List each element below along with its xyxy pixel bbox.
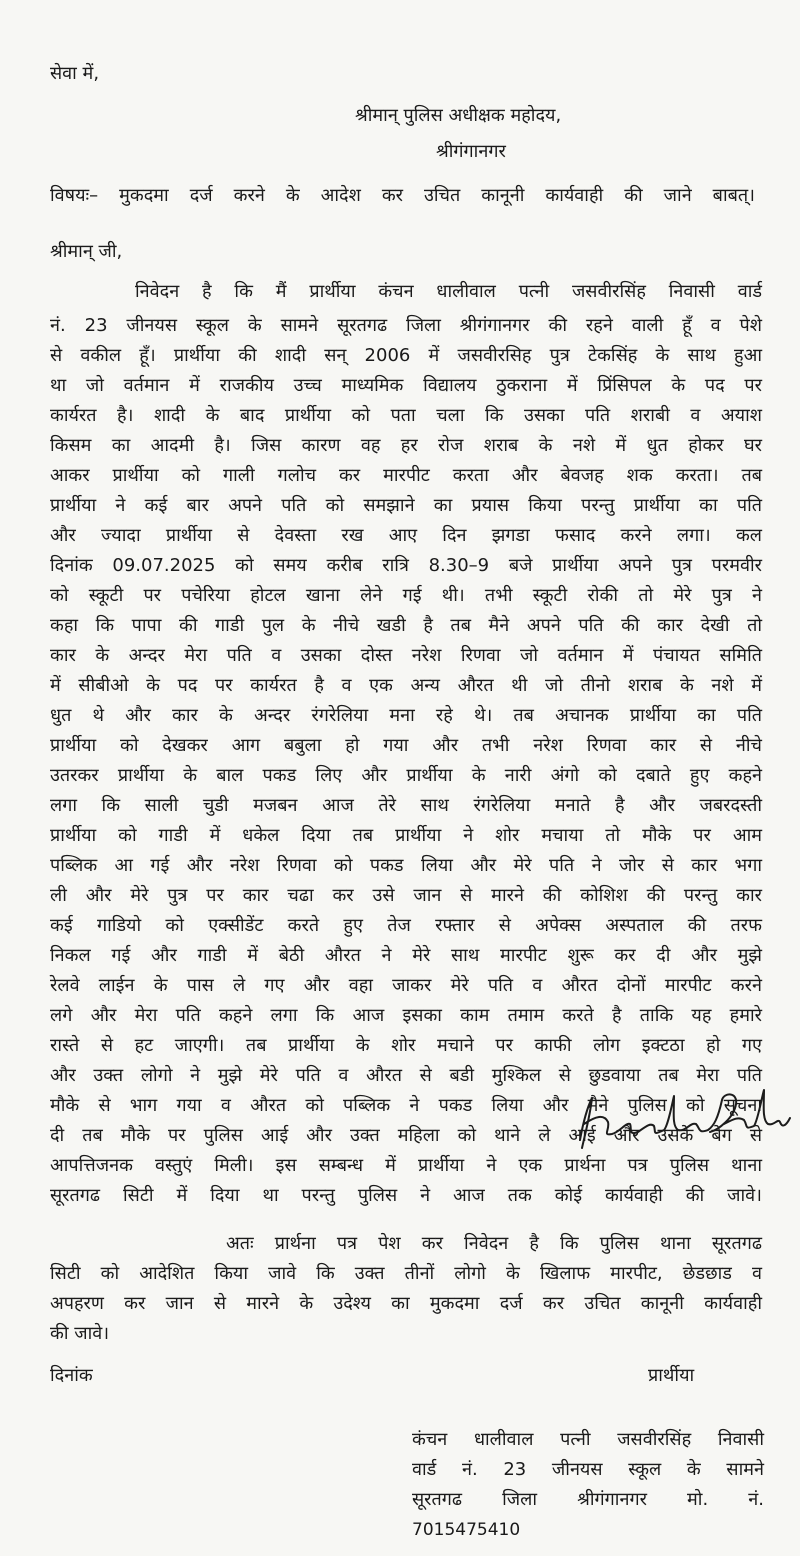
salutation-to: सेवा में, [50, 63, 100, 84]
body-line: को स्कूटी पर पचेरिया होटल खाना लेने गई थी। तभी स्कूटी रोकी तो मेरे पुत्र ने [50, 585, 762, 606]
applicant-label: प्रार्थीया [648, 1365, 695, 1386]
body-line: किसम का आदमी है। जिस कारण वह हर रोज शराब के नशे में धुत होकर घर [50, 435, 762, 456]
applicant-detail-line: वार्ड नं. 23 जीनयस स्कूल के सामने [412, 1459, 764, 1480]
body-line: लगे और मेरा पति कहने लगा कि आज इसका काम तमाम करते है ताकि यह हमारे [50, 1005, 762, 1026]
signature-scribble [568, 1078, 798, 1158]
place: श्रीगंगानगर [436, 141, 506, 162]
applicant-detail-line: सूरतगढ जिला श्रीगंगानगर मो. नं. [412, 1489, 764, 1510]
body-line: प्रार्थीया ने कई बार अपने पति को समझाने का प्रयास किया परन्तु प्रार्थीया का पति [50, 495, 762, 516]
request-line: अपहरण कर जान से मारने के उदेश्य का मुकदमा दर्ज कर उचित कानूनी कार्यवाही [50, 1293, 762, 1314]
applicant-detail-line: कंचन धालीवाल पत्नी जसवीरसिंह निवासी [412, 1429, 764, 1450]
body-line: कई गाडियो को एक्सीडेंट करते हुए तेज रफ्तार से अपेक्स अस्पताल की तरफ [50, 915, 762, 936]
body-line: पब्लिक आ गई और नरेश रिणवा को पकड लिया और मेरे पति ने जोर से कार भगा [50, 855, 762, 876]
body-line: आकर प्रार्थीया को गाली गलोच कर मारपीट करता और बेवजह शक करता। तब [50, 465, 762, 486]
body-line: प्रार्थीया को देखकर आग बबुला हो गया और तभी नरेश रिणवा कार से नीचे [50, 735, 762, 756]
body-line: दी तब मौके पर पुलिस आई और उक्त महिला को थाने ले आई और उसके बेग से [50, 1125, 762, 1146]
body-line: उतरकर प्रार्थीया के बाल पकड लिए और प्रार्थीया के नारी अंगो को दबाते हुए कहने [50, 765, 762, 786]
body-line: आपत्तिजनक वस्तुएं मिली। इस सम्बन्ध में प्रार्थीया ने एक प्रार्थना पत्र पुलिस थाना [50, 1155, 762, 1176]
body-line: निकल गई और गाडी में बेठी औरत ने मेरे साथ मारपीट शुरू कर दी और मुझे [50, 945, 762, 966]
applicant-signature [568, 1078, 798, 1158]
body-line: मौके से भाग गया व औरत को पब्लिक ने पकड लिया और मैने पुलिस को सूचना [50, 1095, 762, 1116]
body-line: में सीबीओ के पद पर कार्यरत है व एक अन्य औरत थी जो तीनो शराब के नशे में [50, 675, 762, 696]
body-line: और उक्त लोगो ने मुझे मेरे पति व औरत से बडी मुश्किल से छुडवाया तब मेरा पति [50, 1065, 762, 1086]
greeting: श्रीमान् जी, [50, 241, 123, 262]
body-line: निवेदन है कि मैं प्रार्थीया कंचन धालीवाल पत्नी जसवीरसिंह निवासी वार्ड [135, 281, 762, 302]
addressee: श्रीमान् पुलिस अधीक्षक महोदय, [355, 105, 562, 126]
body-line: कार्यरत है। शादी के बाद प्रार्थीया को पता चला कि उसका पति शराबी व अयाश [50, 405, 762, 426]
date-label: दिनांक [50, 1365, 93, 1386]
body-line: था जो वर्तमान में राजकीय उच्च माध्यमिक विद्यालय ठुकराना में प्रिंसिपल के पद पर [50, 375, 762, 396]
body-line: लगा कि साली चुडी मजबन आज तेरे साथ रंगरेलिया मनाते है और जबरदस्ती [50, 795, 762, 816]
body-line: कहा कि पापा की गाडी पुल के नीचे खडी है तब मैने अपने पति की कार देखी तो [50, 615, 762, 636]
body-line: दिनांक 09.07.2025 को समय करीब रात्रि 8.30–9 बजे प्रार्थीया अपने पुत्र परमवीर [50, 555, 762, 576]
body-line: प्रार्थीया को गाडी में धकेल दिया तब प्रार्थीया ने शोर मचाया तो मौके पर आम [50, 825, 762, 846]
body-line: रास्ते से हट जाएगी। तब प्रार्थीया के शोर मचाने पर काफी लोग इक्टठा हो गए [50, 1035, 762, 1056]
body-line: रेलवे लाईन के पास ले गए और वहा जाकर मेरे पति व औरत दोनों मारपीट करने [50, 975, 762, 996]
subject-line: विषयः– मुकदमा दर्ज करने के आदेश कर उचित कानूनी कार्यवाही की जाने बाबत्। [50, 185, 755, 206]
request-line: सिटी को आदेशित किया जावे कि उक्त तीनों लोगो के खिलाफ मारपीट, छेडछाड व [50, 1263, 762, 1284]
request-line: अतः प्रार्थना पत्र पेश कर निवेदन है कि पुलिस थाना सूरतगढ [226, 1233, 762, 1254]
request-line: की जावे। [50, 1323, 110, 1344]
applicant-phone: 7015475410 [412, 1520, 521, 1540]
body-line: नं. 23 जीनयस स्कूल के सामने सूरतगढ जिला श्रीगंगानगर की रहने वाली हूँ व पेशे [50, 315, 762, 336]
body-line: धुत थे और कार के अन्दर रंगरेलिया मना रहे थे। तब अचानक प्रार्थीया का पति [50, 705, 762, 726]
body-line: ली और मेरे पुत्र पर कार चढा कर उसे जान से मारने की कोशिश की परन्तु कार [50, 885, 762, 906]
body-line: और ज्यादा प्रार्थीया से देवस्ता रख आए दिन झगडा फसाद करने लगा। कल [50, 525, 762, 546]
body-line: सूरतगढ सिटी में दिया था परन्तु पुलिस ने आज तक कोई कार्यवाही की जावे। [50, 1185, 762, 1206]
body-line: कार के अन्दर मेरा पति व उसका दोस्त नरेश रिणवा जो वर्तमान में पंचायत समिति [50, 645, 762, 666]
body-line: से वकील हूँ। प्रार्थीया की शादी सन् 2006 में जसवीरसिह पुत्र टेकसिंह के साथ हुआ [50, 345, 762, 366]
